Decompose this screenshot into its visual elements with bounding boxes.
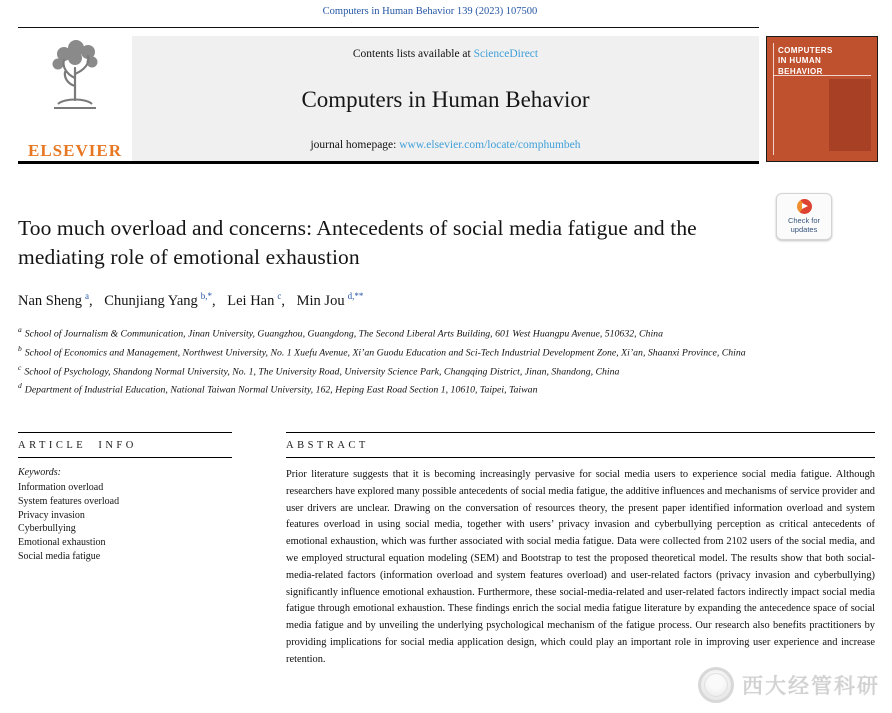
affiliation-superscript: a bbox=[18, 325, 22, 334]
affiliation-superscript: b bbox=[18, 343, 22, 353]
contents-prefix: Contents lists available at bbox=[352, 48, 471, 60]
keyword-item: Emotional exhaustion bbox=[18, 537, 106, 549]
abstract-text: Prior literature suggests that it is becoming increasingly pervasive for social media users to experience social media fatigue. Although researchers have explored many possible antecedents of social media fatigue, the additive influences and mechanisms of service provider and user drivers are unclear. Drawing on the conversation of resources theory, the present paper identified information overload and system features overload in using social media, together with users’ privacy invasion and cyberbullying perception as critical antecedents of emotional exhaustion, which was further associated with social media fatigue. Data were collected from 2102 users of the social media, and we employed structural equation modeling (SEM) and Bootstrap to test the proposed theoretical model. The results show that both social-media-related factors (information overload and system features overload) and user-related factors (privacy invasion and cyberbullying) significantly influence emotional exhaustion. Furthermore, these social-media-related and user-related factors indirectly impact social media fatigue through emotional exhaustion. These findings enrich the social media fatigue literature by expanding the antecedence space of social media fatigue and by unveiling the underlying psychological mechanism of the fatigue process. Our research also benefits practitioners by providing implications for social media application design, which could play an important role in improving user experience and increase retention. bbox=[286, 469, 875, 665]
watermark bbox=[692, 663, 890, 707]
sciencedirect-link[interactable]: ScienceDirect bbox=[473, 48, 539, 60]
contents-line bbox=[353, 48, 538, 60]
affiliation-text: School of Economics and Management, Northwest University, No. 1 Xuefu Avenue, Xi’an Guodu Education and Sci-Tech Industrial Development Zone, Xi’an, Shaanxi Province, China bbox=[24, 347, 746, 359]
author-superscript: c bbox=[277, 291, 282, 301]
affiliation-text: Department of Industrial Education, National Taiwan Normal University, 162, Heping East Road Section 1, 10610, Taipei, Taiwan bbox=[24, 384, 538, 396]
article-info-section bbox=[18, 432, 232, 564]
author-separator: , bbox=[89, 292, 93, 309]
keyword-item: Privacy invasion bbox=[18, 509, 85, 521]
section-rule bbox=[286, 457, 875, 458]
cover-decorative-line bbox=[773, 43, 774, 155]
author bbox=[297, 293, 364, 309]
affiliations bbox=[18, 323, 766, 398]
author-superscript: a bbox=[85, 291, 90, 301]
author-list bbox=[18, 291, 371, 310]
author-superscript: d,** bbox=[347, 291, 364, 301]
author bbox=[18, 293, 93, 309]
elsevier-tree-icon bbox=[40, 38, 110, 122]
check-for-updates-badge[interactable] bbox=[776, 193, 832, 240]
journal-homepage-link[interactable]: www.elsevier.com/locate/comphumbeh bbox=[399, 139, 581, 151]
article-info-heading: ARTICLE INFO bbox=[18, 440, 137, 451]
affiliation-text: School of Psychology, Shandong Normal University, No. 1, The University Road, University Science Park, Changqing District, Jinan, Shandong, China bbox=[24, 365, 620, 377]
watermark-logo-icon bbox=[698, 667, 734, 703]
homepage-line bbox=[310, 139, 580, 151]
header-top-rule bbox=[18, 27, 759, 28]
affiliation bbox=[18, 342, 766, 361]
author bbox=[227, 293, 285, 309]
elsevier-logo bbox=[18, 36, 132, 161]
author-name: Chunjiang Yang bbox=[104, 292, 198, 309]
abstract-heading: ABSTRACT bbox=[286, 440, 369, 451]
journal-header bbox=[18, 36, 759, 161]
author bbox=[104, 293, 215, 309]
keyword-item: Information overload bbox=[18, 482, 104, 493]
affiliation bbox=[18, 361, 766, 380]
section-rule bbox=[18, 457, 232, 458]
keyword-item: System features overload bbox=[18, 495, 120, 507]
author-superscript: b,* bbox=[200, 291, 213, 301]
author-name: Lei Han bbox=[227, 292, 275, 309]
cover-decorative-panel bbox=[829, 79, 871, 151]
author-name: Nan Sheng bbox=[18, 292, 83, 309]
journal-citation-link[interactable]: Computers in Human Behavior 139 (2023) 107500 bbox=[322, 6, 538, 17]
affiliation-text: School of Journalism & Communication, Jinan University, Guangzhou, Guangdong, The Second Liberal Arts Building, 601 West Huangpu Avenue, 510632, China bbox=[24, 328, 663, 340]
cover-title: COMPUTERS IN HUMAN BEHAVIOR bbox=[778, 46, 833, 76]
journal-title: Computers in Human Behavior bbox=[301, 86, 590, 112]
abstract-section bbox=[286, 432, 875, 669]
header-bottom-rule bbox=[18, 161, 759, 164]
keyword-item: Cyberbullying bbox=[18, 523, 76, 535]
author-separator: , bbox=[281, 292, 285, 309]
keywords-label: Keywords: bbox=[18, 467, 61, 478]
affiliation bbox=[18, 379, 766, 398]
watermark-text: 西大经管科研 bbox=[742, 675, 880, 698]
check-for-updates-label: Check for updates bbox=[787, 216, 821, 234]
crossmark-icon bbox=[797, 199, 812, 214]
affiliation-superscript: d bbox=[18, 381, 22, 391]
elsevier-wordmark: ELSEVIER bbox=[28, 141, 122, 160]
homepage-prefix: journal homepage: bbox=[310, 139, 397, 151]
affiliation bbox=[18, 323, 766, 342]
author-separator: , bbox=[212, 292, 216, 309]
journal-banner bbox=[132, 36, 759, 161]
article-title: Too much overload and concerns: Antecedents of social media fatigue and the mediating role of emotional exhaustion bbox=[18, 216, 697, 269]
author-name: Min Jou bbox=[296, 292, 345, 309]
keyword-item: Social media fatigue bbox=[18, 550, 101, 562]
affiliation-superscript: c bbox=[18, 362, 22, 372]
journal-cover-thumbnail bbox=[766, 36, 878, 162]
